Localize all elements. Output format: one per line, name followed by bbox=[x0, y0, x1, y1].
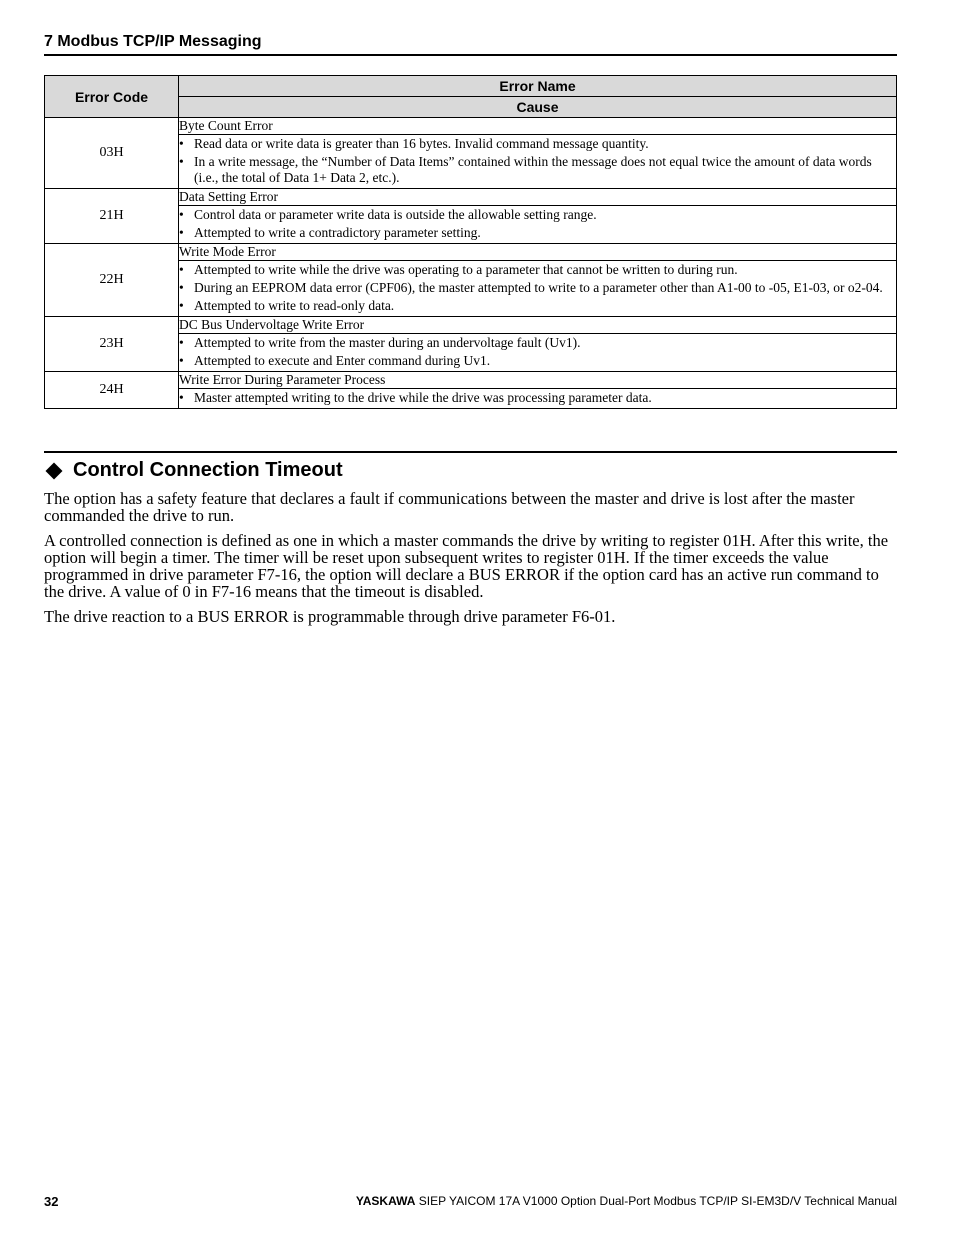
cause-text: Master attempted writing to the drive while the drive was processing parameter data. bbox=[194, 390, 652, 405]
cause-text: Attempted to write a contradictory parameter setting. bbox=[194, 225, 481, 240]
error-code-cell: 03H bbox=[45, 118, 179, 189]
cause-item bbox=[179, 353, 896, 369]
bullet-icon: • bbox=[179, 262, 184, 277]
bullet-icon: • bbox=[179, 390, 184, 405]
cause-item bbox=[179, 225, 896, 241]
cause-text: Attempted to execute and Enter command during Uv1. bbox=[194, 353, 491, 368]
error-code-cell: 21H bbox=[45, 189, 179, 244]
bullet-icon: • bbox=[179, 353, 184, 368]
footer-brand: YASKAWA bbox=[355, 1194, 416, 1208]
table-row bbox=[45, 372, 897, 389]
error-name-cell: Byte Count Error bbox=[179, 118, 897, 135]
cause-text: Attempted to write from the master during an undervoltage fault (Uv1). bbox=[194, 335, 581, 350]
table-row bbox=[45, 244, 897, 261]
error-cause-cell bbox=[179, 261, 897, 317]
cause-item bbox=[179, 136, 896, 152]
bullet-icon: • bbox=[179, 335, 184, 350]
body-text bbox=[44, 490, 900, 633]
cause-item bbox=[179, 280, 896, 296]
bullet-icon: • bbox=[179, 207, 184, 222]
error-code-cell: 23H bbox=[45, 317, 179, 372]
cause-text: During an EEPROM data error (CPF06), the master attempted to write to a parameter other than A1-00 to -05, E1-03, or o2-04. bbox=[194, 280, 883, 295]
cause-item bbox=[179, 298, 896, 314]
paragraph: The option has a safety feature that declares a fault if communications between the master and drive is lost after the master commanded the drive to run. bbox=[44, 489, 855, 525]
header-cause: Cause bbox=[179, 97, 897, 118]
cause-item bbox=[179, 207, 896, 223]
error-name-cell: DC Bus Undervoltage Write Error bbox=[179, 317, 897, 334]
cause-text: Read data or write data is greater than 16 bytes. Invalid command message quantity. bbox=[194, 136, 649, 151]
cause-item bbox=[179, 262, 896, 278]
header-error-name: Error Name bbox=[179, 76, 897, 97]
bullet-icon: • bbox=[179, 154, 184, 169]
cause-text: Attempted to write while the drive was operating to a parameter that cannot be written to during run. bbox=[194, 262, 738, 277]
table-row bbox=[45, 317, 897, 334]
bullet-icon: • bbox=[179, 280, 184, 295]
error-name-cell: Write Mode Error bbox=[179, 244, 897, 261]
footer-manual-title bbox=[356, 1194, 897, 1208]
cause-item bbox=[179, 335, 896, 351]
error-code-table bbox=[44, 75, 897, 409]
cause-item bbox=[179, 154, 896, 186]
cause-text: Control data or parameter write data is outside the allowable setting range. bbox=[194, 207, 597, 222]
cause-text: Attempted to write to read-only data. bbox=[194, 298, 395, 313]
header-error-code: Error Code bbox=[45, 76, 179, 118]
cause-item bbox=[179, 390, 896, 406]
error-cause-cell bbox=[179, 389, 897, 409]
bullet-icon: • bbox=[179, 225, 184, 240]
error-cause-cell bbox=[179, 334, 897, 372]
paragraph: The drive reaction to a BUS ERROR is programmable through drive parameter F6-01. bbox=[44, 607, 616, 626]
subsection-title: Control Connection Timeout bbox=[73, 459, 343, 481]
table-row bbox=[45, 118, 897, 135]
subsection-title-bar bbox=[44, 451, 897, 482]
bullet-icon: • bbox=[179, 136, 184, 151]
error-code-cell: 22H bbox=[45, 244, 179, 317]
cause-text: In a write message, the “Number of Data Items” contained within the message does not equal twice the amount of data words (i.e., the total of Data 1+ Data 2, etc.). bbox=[194, 154, 872, 185]
diamond-bullet-icon bbox=[46, 462, 63, 479]
error-cause-cell bbox=[179, 135, 897, 189]
error-name-cell: Data Setting Error bbox=[179, 189, 897, 206]
error-code-cell: 24H bbox=[45, 372, 179, 409]
footer-title-text: SIEP YAICOM 17A V1000 Option Dual-Port Modbus TCP/IP SI-EM3D/V Technical Manual bbox=[418, 1194, 897, 1208]
error-name-cell: Write Error During Parameter Process bbox=[179, 372, 897, 389]
error-cause-cell bbox=[179, 206, 897, 244]
page-number: 32 bbox=[44, 1194, 59, 1209]
bullet-icon: • bbox=[179, 298, 184, 313]
table-row bbox=[45, 189, 897, 206]
paragraph: A controlled connection is defined as one in which a master commands the drive by writing to register 01H. After this write, the option will begin a timer. The timer will be reset upon subsequent writes to register 01H. If the timer exceeds the value programmed in drive parameter F7-16, the option will declare a BUS ERROR if the option card has an active run command to the drive. A value of 0 in F7-16 means that the timeout is disabled. bbox=[44, 531, 889, 601]
section-header: 7 Modbus TCP/IP Messaging bbox=[44, 33, 897, 56]
